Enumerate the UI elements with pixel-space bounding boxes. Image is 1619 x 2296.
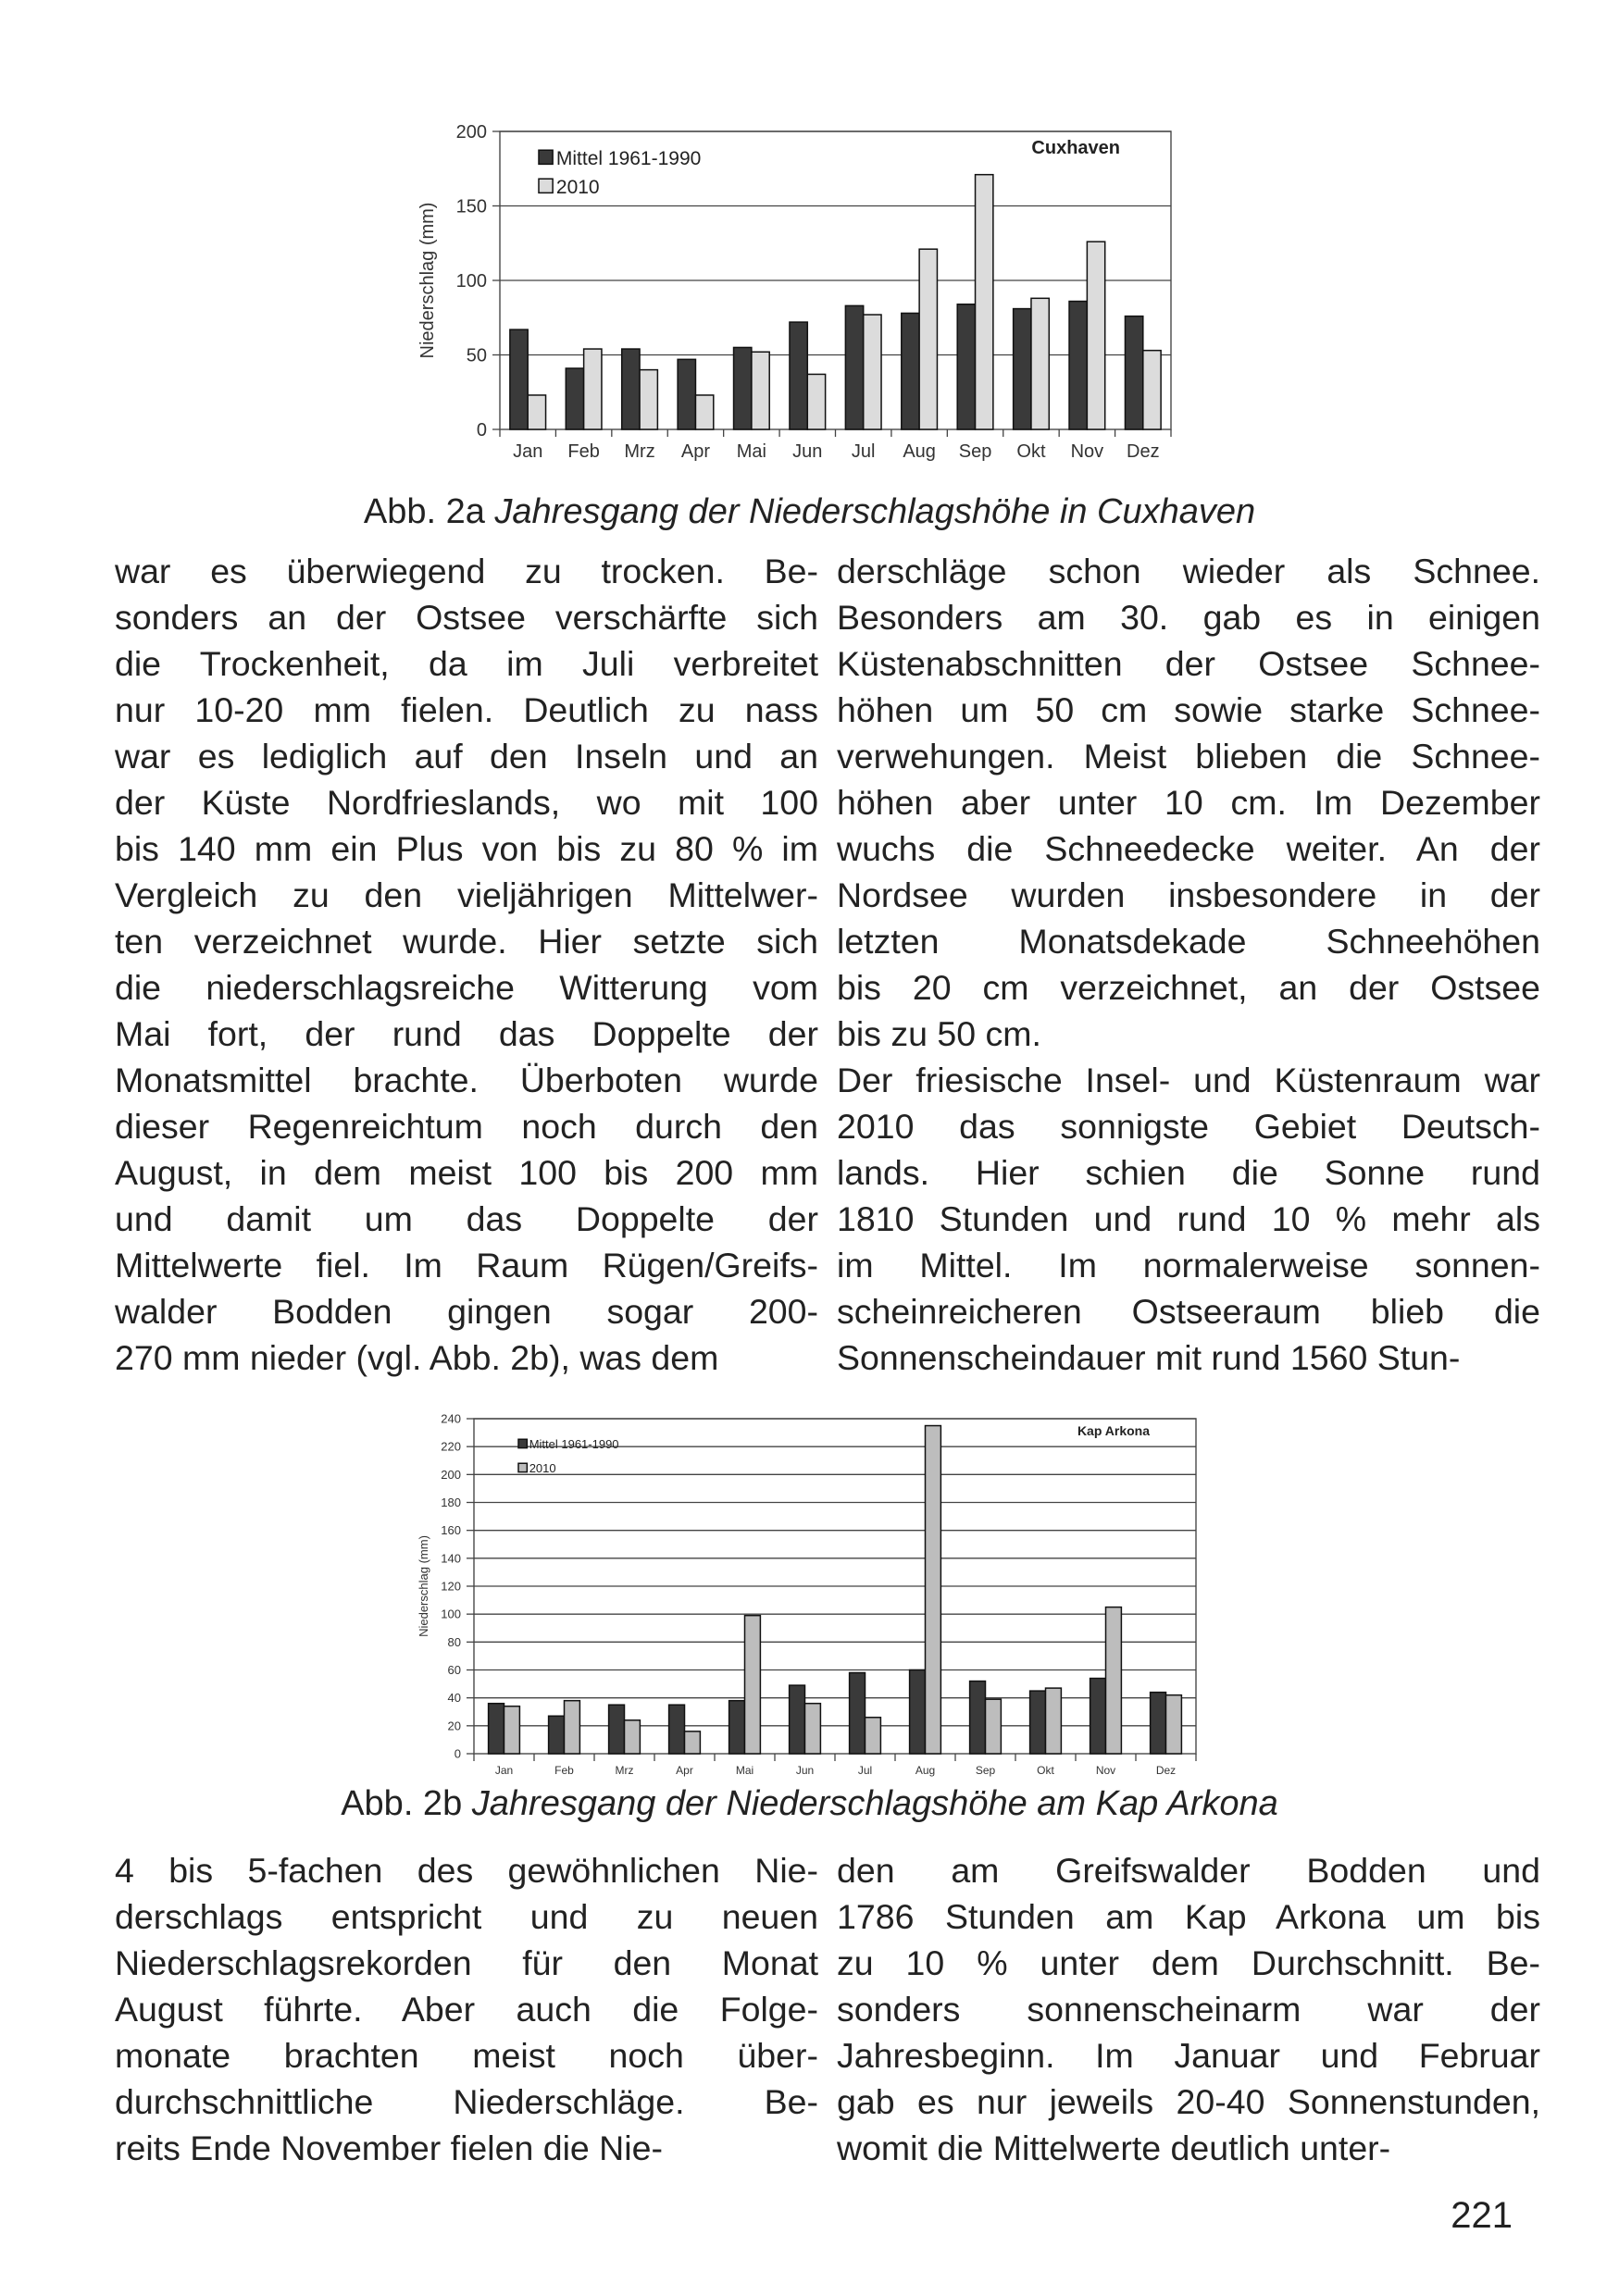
bar-2010	[926, 1426, 941, 1754]
text-line: und damit um das Doppelte der	[115, 1199, 818, 1238]
bar-2010	[866, 1718, 881, 1754]
text-line: die Trockenheit, da im Juli verbreitet	[115, 644, 818, 683]
x-tick-label: Sep	[975, 1764, 996, 1777]
text-line: war es überwiegend zu trocken. Be-	[115, 552, 818, 590]
bar-mittel	[1069, 302, 1087, 429]
text-line: Sonnenscheindauer mit rund 1560 Stun-	[837, 1338, 1461, 1377]
legend-swatch	[539, 179, 553, 192]
x-tick-label: Dez	[1155, 1764, 1177, 1777]
text-line: derschläge schon wieder als Schnee.	[837, 552, 1540, 590]
x-tick-label: Apr	[680, 441, 711, 462]
bar-2010	[805, 1704, 821, 1754]
y-tick-label: 40	[447, 1691, 461, 1706]
text-line: bis 140 mm ein Plus von bis zu 80 % im	[115, 829, 818, 868]
bar-mittel	[566, 368, 583, 429]
x-tick-label: Jan	[494, 1764, 514, 1777]
legend-label: Mittel 1961-1990	[555, 148, 702, 169]
text-line: war es lediglich auf den Inseln und an	[115, 737, 818, 776]
text-line: scheinreicheren Ostseeraum blieb die	[837, 1292, 1540, 1331]
chart-title: Cuxhaven	[1031, 138, 1120, 158]
text-line: monate brachten meist noch über-	[115, 2036, 818, 2075]
text-line: die niederschlagsreiche Witterung vom	[115, 968, 818, 1007]
y-tick-label: 200	[455, 122, 487, 143]
text-line: Küstenabschnitten der Ostsee Schnee-	[837, 644, 1540, 683]
bar-mittel	[622, 349, 640, 429]
bar-2010	[986, 1699, 1002, 1754]
y-tick-label: 220	[441, 1439, 461, 1454]
y-tick-label: 50	[466, 345, 487, 366]
text-line: August führte. Aber auch die Folge-	[115, 1990, 818, 2029]
text-line: derschlags entspricht und zu neuen	[115, 1897, 818, 1936]
text-column-left-1	[115, 548, 818, 1381]
bar-mittel	[910, 1670, 926, 1755]
bar-mittel	[957, 304, 975, 429]
text-line: letzten Monatsdekade Schneehöhen	[837, 922, 1540, 961]
text-column-left-2	[115, 1847, 818, 2171]
legend-swatch	[518, 1439, 527, 1447]
y-tick-label: 200	[441, 1467, 461, 1482]
text-line: höhen um 50 cm sowie starke Schnee-	[837, 690, 1540, 729]
y-tick-label: 80	[447, 1634, 461, 1649]
bar-mittel	[790, 322, 807, 429]
bar-mittel	[489, 1704, 504, 1754]
bar-2010	[807, 374, 825, 429]
bar-2010	[752, 352, 769, 429]
bar-2010	[1166, 1695, 1182, 1754]
text-line: womit die Mittelwerte deutlich unter-	[837, 2128, 1391, 2167]
text-line: lands. Hier schien die Sonne rund	[837, 1153, 1540, 1192]
x-tick-label: Aug	[903, 441, 936, 462]
text-line: Vergleich zu den vieljährigen Mittelwer-	[115, 875, 818, 914]
y-axis-label: Niederschlag (mm)	[417, 202, 438, 359]
chart-cuxhaven-svg	[407, 118, 1259, 489]
text-line: den am Greifswalder Bodden und	[837, 1851, 1540, 1890]
bar-mittel	[669, 1705, 685, 1754]
bar-mittel	[678, 359, 695, 429]
bar-2010	[919, 249, 937, 429]
x-tick-label: Okt	[1016, 441, 1046, 462]
text-line: Mittelwerte fiel. Im Raum Rügen/Greifs-	[115, 1246, 818, 1285]
text-column-right-2	[837, 1847, 1540, 2171]
caption-fig-2a-prefix: Abb. 2a	[363, 492, 495, 531]
x-tick-label: Dez	[1127, 441, 1160, 462]
y-tick-label: 240	[441, 1411, 461, 1426]
y-tick-label: 180	[441, 1496, 461, 1510]
text-line: 270 mm nieder (vgl. Abb. 2b), was dem	[115, 1338, 719, 1377]
y-tick-label: 100	[455, 271, 487, 292]
x-tick-label: Mai	[736, 441, 766, 462]
x-tick-label: Okt	[1037, 1764, 1054, 1777]
bar-2010	[504, 1706, 520, 1754]
legend-swatch	[518, 1463, 527, 1471]
x-tick-label: Jul	[851, 441, 876, 462]
legend-label: Mittel 1961-1990	[529, 1437, 619, 1451]
text-line: bis 20 cm verzeichnet, an der Ostsee	[837, 968, 1540, 1007]
bar-mittel	[549, 1716, 565, 1754]
text-line: Niederschlagsrekorden für den Monat	[115, 1943, 818, 1982]
y-tick-label: 160	[441, 1523, 461, 1538]
text-line: 4 bis 5-fachen des gewöhnlichen Nie-	[115, 1851, 818, 1890]
bar-2010	[565, 1701, 580, 1754]
bar-mittel	[1014, 309, 1031, 429]
x-tick-label: Mrz	[624, 441, 655, 462]
text-line: der Küste Nordfrieslands, wo mit 100	[115, 783, 818, 822]
x-tick-label: Aug	[915, 1764, 936, 1777]
text-line: nur 10-20 mm fielen. Deutlich zu nass	[115, 690, 818, 729]
caption-fig-2a	[0, 492, 1619, 532]
text-line: reits Ende November fielen die Nie-	[115, 2128, 663, 2167]
bar-mittel	[609, 1705, 625, 1754]
text-line: gab es nur jeweils 20-40 Sonnenstunden,	[837, 2082, 1540, 2121]
text-line: 1810 Stunden und rund 10 % mehr als	[837, 1199, 1540, 1238]
text-line: dieser Regenreichtum noch durch den	[115, 1107, 818, 1146]
legend-swatch	[539, 150, 553, 164]
x-tick-label: Mrz	[615, 1764, 634, 1777]
text-line: sonders an der Ostsee verschärfte sich	[115, 598, 818, 637]
bar-mittel	[845, 305, 863, 429]
bar-2010	[584, 349, 602, 429]
caption-fig-2b-prefix: Abb. 2b	[341, 1784, 472, 1823]
x-tick-label: Mai	[735, 1764, 754, 1777]
text-line: verwehungen. Meist blieben die Schnee-	[837, 737, 1540, 776]
bar-2010	[1143, 351, 1161, 429]
bar-mittel	[790, 1685, 805, 1754]
x-tick-label: Jun	[792, 441, 823, 462]
x-tick-label: Feb	[567, 441, 600, 462]
x-tick-label: Nov	[1095, 1764, 1116, 1777]
bar-2010	[1046, 1688, 1062, 1754]
x-tick-label: Jan	[513, 441, 543, 462]
text-line: zu 10 % unter dem Durchschnitt. Be-	[837, 1943, 1540, 1982]
text-line: Mai fort, der rund das Doppelte der	[115, 1014, 818, 1053]
text-line: Jahresbeginn. Im Januar und Februar	[837, 2036, 1540, 2075]
chart-title: Kap Arkona	[1077, 1423, 1150, 1438]
y-tick-label: 150	[455, 196, 487, 217]
text-line: durchschnittliche Niederschläge. Be-	[115, 2082, 818, 2121]
bar-2010	[976, 175, 993, 429]
text-line: Nordsee wurden insbesondere in der	[837, 875, 1540, 914]
x-tick-label: Apr	[676, 1764, 693, 1777]
x-tick-label: Nov	[1070, 441, 1104, 462]
text-line: bis zu 50 cm.	[837, 1014, 1041, 1053]
x-tick-label: Jul	[857, 1764, 873, 1777]
text-line: Besonders am 30. gab es in einigen	[837, 598, 1540, 637]
bar-mittel	[729, 1701, 745, 1754]
bar-2010	[1087, 242, 1104, 429]
bar-mittel	[1030, 1691, 1046, 1754]
chart-kap-arkona	[407, 1407, 1222, 1777]
bar-2010	[1031, 298, 1049, 429]
y-tick-label: 120	[441, 1579, 461, 1594]
text-line: im Mittel. Im normalerweise sonnen-	[837, 1246, 1540, 1285]
y-axis-label: Niederschlag (mm)	[417, 1535, 430, 1637]
bar-mittel	[902, 313, 919, 429]
text-line: ten verzeichnet wurde. Hier setzte sich	[115, 922, 818, 961]
caption-fig-2b	[0, 1784, 1619, 1824]
bar-mittel	[1090, 1679, 1106, 1754]
bar-2010	[1106, 1607, 1122, 1754]
bar-2010	[640, 370, 657, 429]
x-tick-label: Sep	[958, 441, 992, 462]
bar-mittel	[850, 1673, 866, 1754]
legend-label: 2010	[555, 177, 600, 198]
y-tick-label: 0	[476, 420, 487, 441]
text-line: 2010 das sonnigste Gebiet Deutsch-	[837, 1107, 1540, 1146]
caption-fig-2a-title: Jahresgang der Niederschlagshöhe in Cuxhaven	[494, 492, 1256, 531]
bar-2010	[695, 395, 713, 429]
y-tick-label: 140	[441, 1551, 461, 1566]
bar-2010	[745, 1616, 761, 1754]
text-line: walder Bodden gingen sogar 200-	[115, 1292, 818, 1331]
text-line: sonders sonnenscheinarm war der	[837, 1990, 1540, 2029]
bar-mittel	[1151, 1693, 1166, 1754]
bar-2010	[625, 1720, 641, 1754]
text-line: Der friesische Insel- und Küstenraum war	[837, 1061, 1540, 1099]
x-tick-label: Feb	[554, 1764, 574, 1777]
y-tick-label: 0	[454, 1746, 461, 1761]
bar-mittel	[734, 347, 752, 429]
bar-2010	[685, 1731, 701, 1754]
bar-mittel	[970, 1682, 986, 1754]
text-line: wuchs die Schneedecke weiter. An der	[837, 829, 1540, 868]
text-column-right-1	[837, 548, 1540, 1381]
x-tick-label: Jun	[795, 1764, 815, 1777]
text-line: August, in dem meist 100 bis 200 mm	[115, 1153, 818, 1192]
legend-label: 2010	[529, 1461, 556, 1475]
text-line: Monatsmittel brachte. Überboten wurde	[115, 1061, 818, 1099]
text-line: 1786 Stunden am Kap Arkona um bis	[837, 1897, 1540, 1936]
y-tick-label: 100	[441, 1607, 461, 1621]
y-tick-label: 60	[447, 1663, 461, 1678]
chart-kap-arkona-svg	[407, 1407, 1222, 1777]
text-line: höhen aber unter 10 cm. Im Dezember	[837, 783, 1540, 822]
bar-2010	[864, 315, 881, 429]
chart-cuxhaven	[407, 118, 1259, 489]
bar-2010	[528, 395, 545, 429]
bar-mittel	[1125, 316, 1142, 429]
bar-mittel	[510, 329, 528, 429]
page-number: 221	[1451, 2195, 1513, 2236]
y-tick-label: 20	[447, 1719, 461, 1733]
caption-fig-2b-title: Jahresgang der Niederschlagshöhe am Kap Arkona	[471, 1784, 1278, 1823]
